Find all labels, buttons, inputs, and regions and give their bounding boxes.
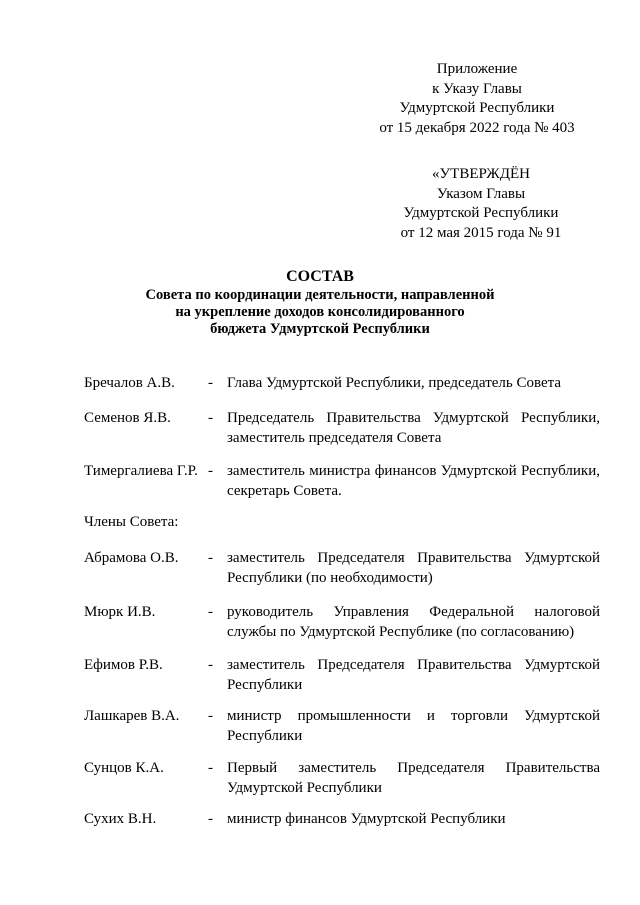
role-line: министр финансов Удмуртской Республики: [227, 811, 506, 827]
role-line: Республики: [227, 676, 303, 693]
member-name: Мюрк И.В.: [84, 604, 156, 620]
role-line: министр промышленности и торговли Удмуртской: [227, 708, 600, 724]
appendix-line-4: от 15 декабря 2022 года № 403: [379, 119, 575, 136]
separator-dash: -: [208, 463, 213, 479]
appendix-line-1: Приложение: [436, 61, 518, 77]
title-sub-1: Совета по координации деятельности, направленной: [145, 287, 495, 303]
member-role: [227, 759, 600, 798]
member-name: Сунцов К.А.: [84, 760, 164, 776]
member-name: Абрамова О.В.: [84, 550, 179, 566]
approved-line-4: от 12 мая 2015 года № 91: [400, 224, 562, 241]
member-name: Лашкарев В.А.: [84, 708, 180, 724]
separator-dash: -: [208, 708, 213, 724]
member-name: Ефимов Р.В.: [84, 657, 163, 673]
separator-dash: -: [208, 550, 213, 566]
role-line: заместитель председателя Совета: [227, 429, 442, 446]
separator-dash: -: [208, 604, 213, 620]
approved-line-3: Удмуртской Республики: [403, 205, 559, 221]
member-role: [227, 656, 600, 695]
role-line: заместитель Председателя Правительства Удмуртской: [227, 550, 600, 566]
member-role: [227, 462, 600, 501]
member-name: Бречалов А.В.: [84, 375, 175, 391]
role-line: заместитель Председателя Правительства Удмуртской: [227, 657, 600, 673]
appendix-line-2: к Указу Главы: [432, 80, 522, 97]
title-main: СОСТАВ: [286, 268, 354, 285]
title-sub-2: на укрепление доходов консолидированного: [175, 304, 465, 320]
role-line: руководитель Управления Федеральной налоговой: [227, 604, 600, 620]
separator-dash: -: [208, 760, 213, 776]
separator-dash: -: [208, 657, 213, 673]
approval-stamp-text: [386, 165, 576, 243]
member-role: [227, 810, 600, 830]
separator-dash: -: [208, 375, 213, 391]
members-label: Члены Совета:: [84, 514, 179, 530]
member-name: Сухих В.Н.: [84, 811, 157, 827]
role-line: службы по Удмуртской Республике (по согласованию): [227, 623, 575, 640]
member-role: [227, 409, 600, 448]
member-role: [227, 707, 600, 746]
role-line: секретарь Совета.: [227, 482, 342, 499]
separator-dash: -: [208, 811, 213, 827]
member-role: [227, 374, 600, 394]
title-sub-3: бюджета Удмуртской Республики: [210, 321, 430, 337]
role-line: Председатель Правительства Удмуртской Республики,: [227, 410, 600, 426]
appendix-line-3: Удмуртской Республики: [399, 100, 555, 116]
approved-line-2: Указом Главы: [436, 185, 526, 202]
approved-line-1: «УТВЕРЖДЁН: [432, 166, 530, 182]
role-line: Первый заместитель Председателя Правительства: [227, 760, 600, 776]
appendix-header: [372, 60, 582, 138]
member-name: Тимергалиева Г.Р.: [84, 463, 198, 479]
role-line: Республики (по необходимости): [227, 569, 433, 586]
separator-dash: -: [208, 410, 213, 426]
role-line: Глава Удмуртской Республики, председатель Совета: [227, 375, 562, 391]
role-line: заместитель министра финансов Удмуртской Республики,: [227, 463, 600, 479]
role-line: Республики: [227, 727, 303, 744]
document-title: [120, 267, 520, 338]
member-role: [227, 603, 600, 642]
member-name: Семенов Я.В.: [84, 410, 171, 426]
member-role: [227, 549, 600, 588]
role-line: Удмуртской Республики: [227, 779, 382, 796]
